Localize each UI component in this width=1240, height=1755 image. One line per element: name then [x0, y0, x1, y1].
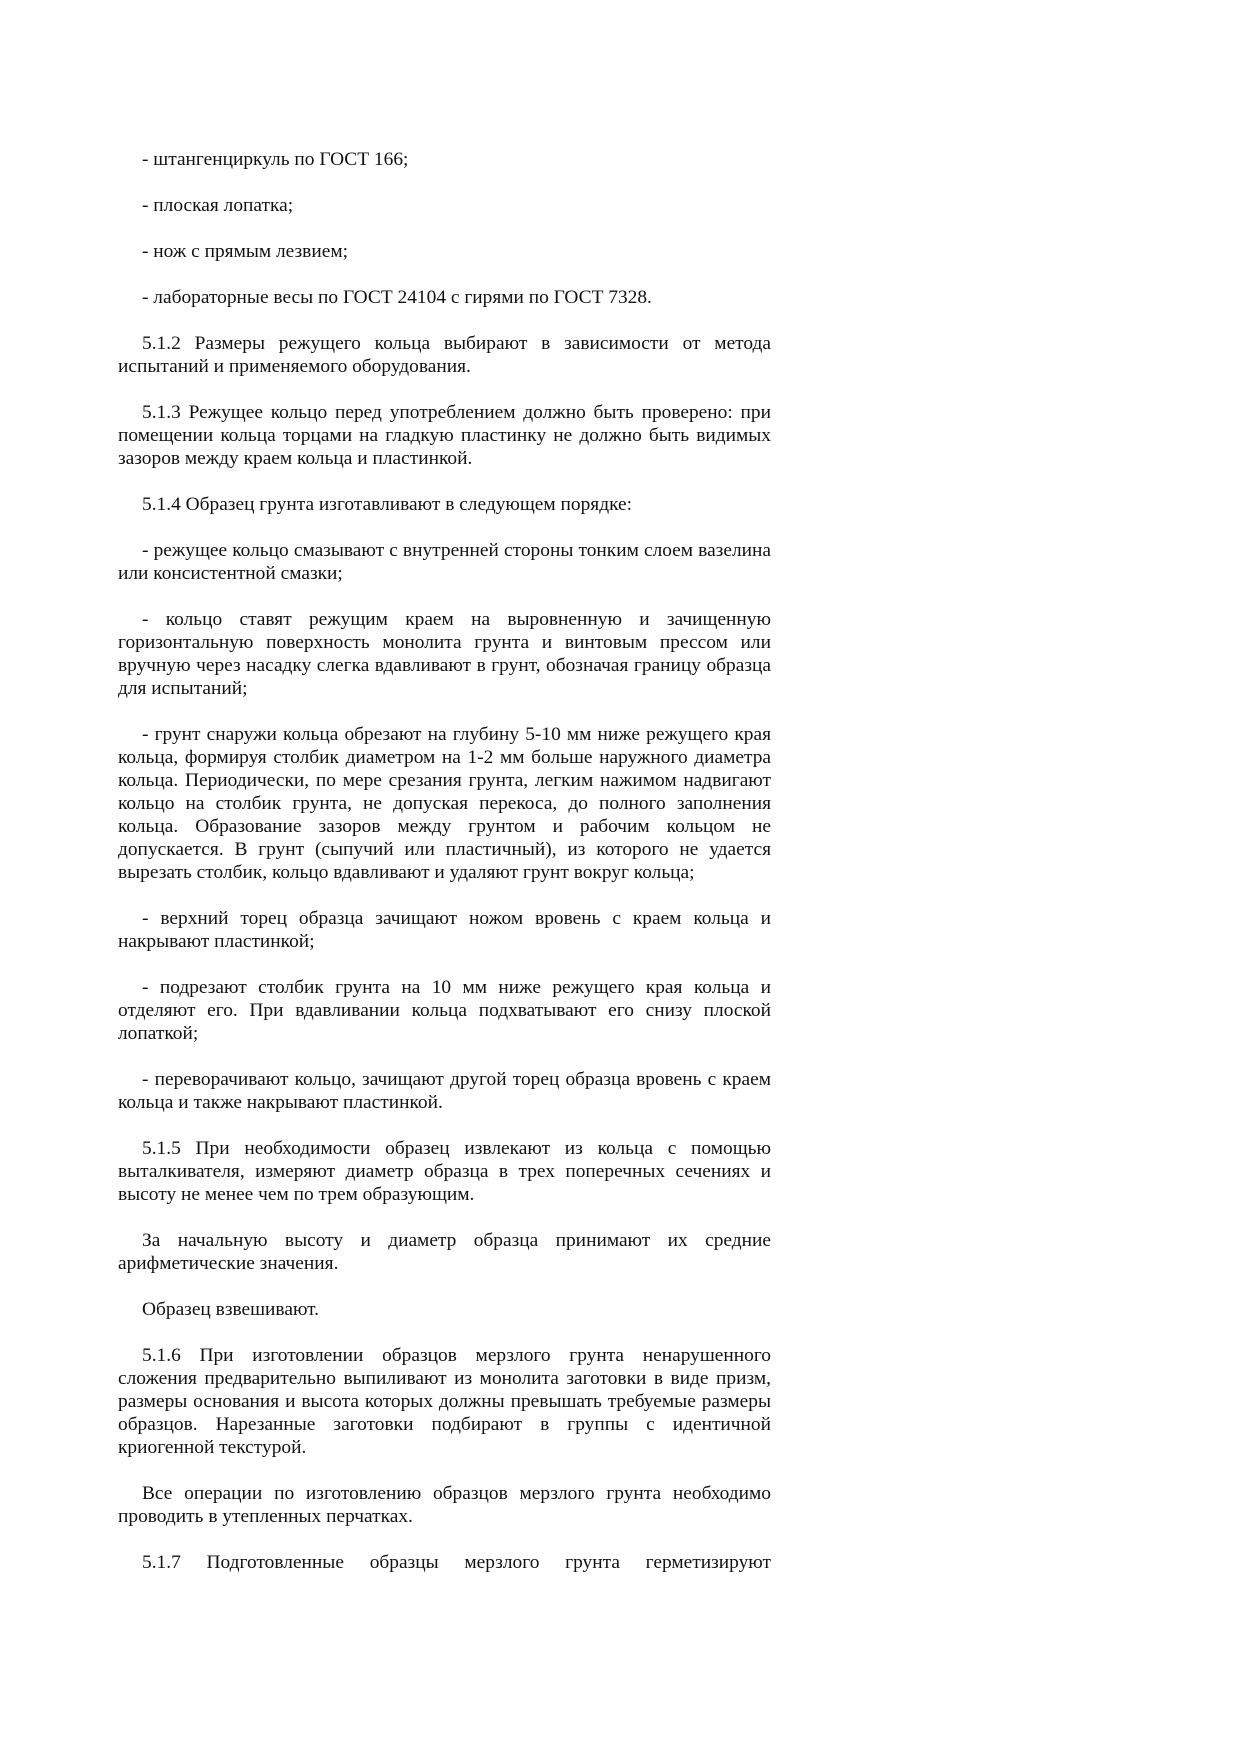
step-place-ring: - кольцо ставят режущим краем на выровненную и зачищенную горизонтальную поверхность монолита грунта и винтовым прессом или вручную через насадку слегка вдавливают в грунт, обозначая границу образца для испытаний;	[118, 609, 771, 699]
paragraph-weigh-sample: Образец взвешивают.	[142, 1299, 320, 1320]
clause-5-1-2: 5.1.2 Размеры режущего кольца выбирают в зависимости от метода испытаний и применяемого оборудования.	[118, 333, 771, 377]
step-lubricate-ring: - режущее кольцо смазывают с внутренней стороны тонким слоем вазелина или консистентной смазки;	[118, 540, 771, 584]
clause-5-1-5: 5.1.5 При необходимости образец извлекают из кольца с помощью выталкивателя, измеряют диаметр образца в трех поперечных сечениях и высоту не менее чем по трем образующим.	[118, 1138, 771, 1205]
clause-5-1-7: 5.1.7 Подготовленные образцы мерзлого грунта герметизируют	[142, 1552, 771, 1573]
list-item-knife: - нож с прямым лезвием;	[142, 241, 348, 262]
step-clean-top-face: - верхний торец образца зачищают ножом вровень с краем кольца и накрывают пластинкой;	[118, 908, 771, 952]
paragraph-gloves: Все операции по изготовлению образцов мерзлого грунта необходимо проводить в утепленных перчатках.	[118, 1483, 771, 1527]
paragraph-initial-height: За начальную высоту и диаметр образца принимают их средние арифметические значения.	[118, 1230, 771, 1274]
clause-5-1-3: 5.1.3 Режущее кольцо перед употреблением должно быть проверено: при помещении кольца торцами на гладкую пластинку не должно быть видимых зазоров между краем кольца и пластинкой.	[118, 402, 771, 469]
step-turn-ring: - переворачивают кольцо, зачищают другой торец образца вровень с краем кольца и также накрывают пластинкой.	[118, 1069, 771, 1113]
clause-5-1-4: 5.1.4 Образец грунта изготавливают в следующем порядке:	[142, 494, 633, 515]
list-item-lab-scales: - лабораторные весы по ГОСТ 24104 с гирями по ГОСТ 7328.	[142, 287, 652, 308]
step-trim-soil: - грунт снаружи кольца обрезают на глубину 5-10 мм ниже режущего края кольца, формируя столбик диаметром на 1-2 мм больше наружного диаметра кольца. Периодически, по мере срезания грунта, легким нажимом надвигают кольцо на столбик грунта, не допуская перекоса, до полного заполнения кольца. Образование зазоров между грунтом и рабочим кольцом не допускается. В грунт (сыпучий или пластичный), из которого не удается вырезать столбик, кольцо вдавливают и удаляют грунт вокруг кольца;	[118, 724, 771, 883]
list-item-flat-spatula: - плоская лопатка;	[142, 195, 294, 216]
step-cut-column: - подрезают столбик грунта на 10 мм ниже режущего края кольца и отделяют его. При вдавливании кольца подхватывают его снизу плоской лопаткой;	[118, 977, 771, 1044]
document-page	[118, 148, 771, 1574]
clause-5-1-6: 5.1.6 При изготовлении образцов мерзлого грунта ненарушенного сложения предварительно выпиливают из монолита заготовки в виде призм, размеры основания и высота которых должны превышать требуемые размеры образцов. Нарезанные заготовки подбирают в группы с идентичной криогенной текстурой.	[118, 1345, 771, 1458]
list-item-caliper: - штангенциркуль по ГОСТ 166;	[142, 149, 409, 170]
